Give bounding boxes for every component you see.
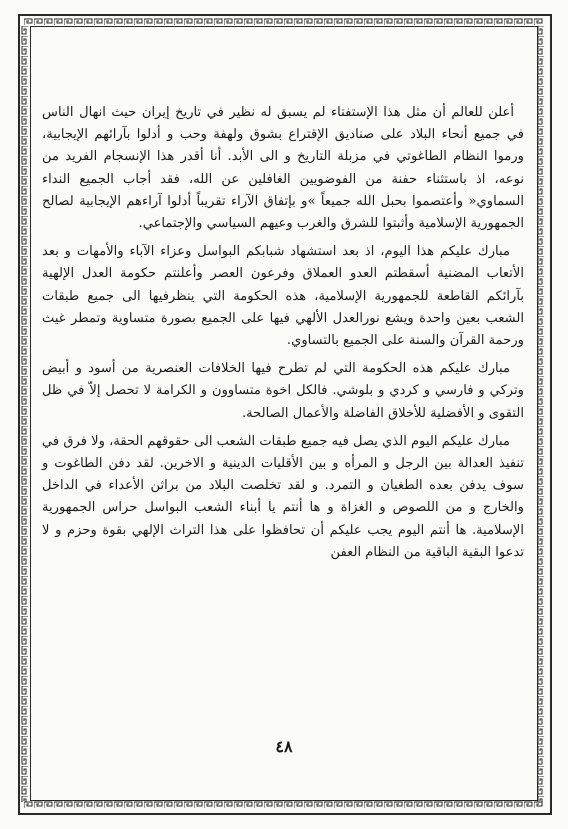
greek-key-border-bottom — [24, 801, 544, 809]
greek-key-border-left — [21, 26, 29, 802]
paragraph: أعلن للعالم أن مثل هذا الإستفتاء لم يسبق له نظير في تاريخ إيران حيث انهال الناس في جميع أنحاء البلاد على صناديق الإقتراع بشوق ولهفة وحب و أدلوا بآرائهم الإيجابية، ورموا النظام الطاغوتي في مزبلة التاريخ و الى الأبد. أنا أقدر هذا الإنسجام الفريد من نوعه، اذ باستثناء حفنة من الفوضويين الغافلين عن الله، فقد أجاب الجميع النداء السماوي« وأعتصموا بحبل الله جميعاً »و بإتفاق الآراء تقريباً أدلوا آراءهم الإيجابية لصالح الجمهورية الإسلامية وأثبتوا للشرق والغرب وعيهم السياسي والإجتماعي. — [42, 105, 524, 232]
paragraph: مبارك عليكم هذا اليوم، اذ بعد استشهاد شبابكم البواسل وعزاء الآباء والأمهات و بعد الأتعاب المضنية أسقطتم العدو العملاق وفرعون العصر وأعلنتم حكومة العدل الإلهية بآرائكم القاطعة للجمهورية الإسلامية، هذه الحكومة التي ينظرفيها الى جميع طبقات الشعب بعين واحدة ويشع نورالعدل الألهي فيها على الجميع بصورة متساوية وتمطر غيث ورحمة القرآن والسنة على الجميع بالتساوي. — [42, 244, 524, 349]
page-number: ٤٨ — [275, 737, 293, 756]
greek-key-border-right — [537, 26, 545, 802]
paragraph: مبارك عليكم اليوم الذي يصل فيه جميع طبقات الشعب الى حقوقهم الحقة، ولا فرق في تنفيذ العدالة بين الرجل و المرأه و بين الأقليات الدينية و الاخرين. لقد دفن الطاغوت و سوف يدفن بعده الطغيان و التمرد. و لقد تخلصت البلاد من براثن الأعداء في الداخل والخارج و من اللصوص و الغزاة و ها أنتم يا أبناء الشعب البواسل حراس الجمهورية الإسلامية. ها أنتم اليوم يجب عليكم أن تحافظوا على هذا التراث الإلهي بقوة وحزم و لا تدعوا البقية الباقية من النظام العفن — [42, 433, 524, 560]
greek-key-border-top — [24, 18, 544, 26]
paragraph: مبارك عليكم هذه الحكومة التي لم تطرح فيها الخلافات العنصرية من أسود و أبيض وتركي و فارسي و كردي و بلوشي. فالكل اخوة متساوون و الكرامة لا تحصل إلاّ في ظل التقوى و الأفضلية للأخلاق الفاضلة والأعمال الصالحة. — [42, 361, 524, 421]
page-body-text — [42, 102, 524, 570]
